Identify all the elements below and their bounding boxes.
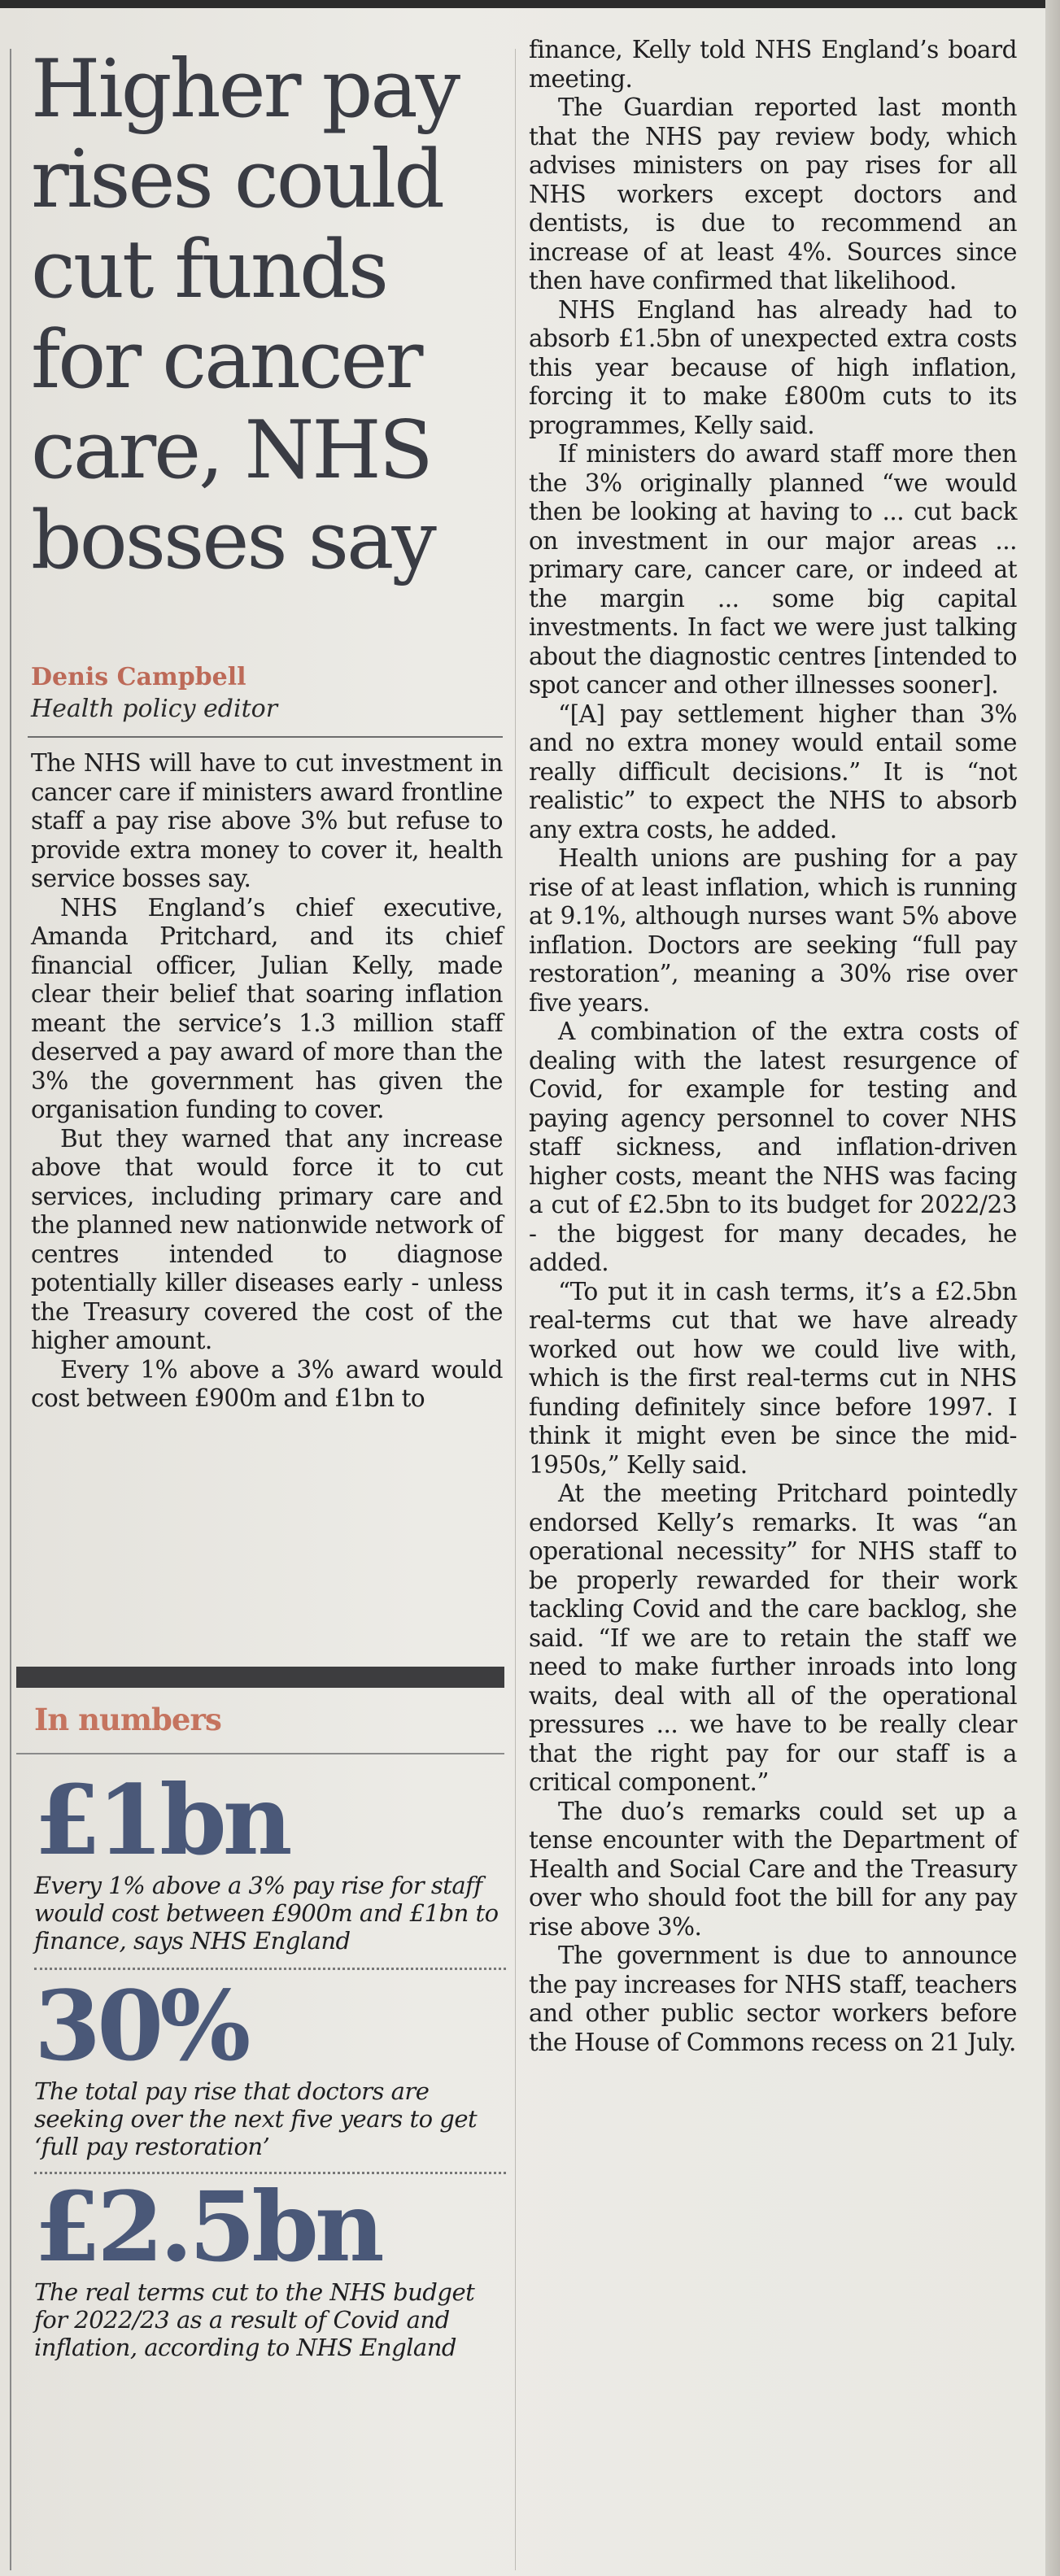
paragraph: NHS England has already had to absorb £1.5bn of unexpected extra costs this year because of high inflation, forcing it to make £800m cuts to its programmes, Kelly said. bbox=[529, 295, 1017, 439]
stat-item bbox=[16, 1969, 504, 2160]
stat-value: £1bn bbox=[34, 1763, 289, 1876]
stat-description: The total pay rise that doctors are seeking over the next five years to get ‘full pay restoration’ bbox=[34, 2077, 478, 2160]
paragraph: The NHS will have to cut investment in cancer care if ministers award frontline staff a pay rise above 3% but refuse to provide extra money to cover it, health service bosses say. bbox=[31, 749, 503, 892]
stat-description: The real terms cut to the NHS budget for 2022/23 as a result of Covid and inflation, according to NHS England bbox=[34, 2278, 475, 2361]
stat-item bbox=[16, 1763, 504, 1955]
left-column bbox=[31, 45, 503, 1414]
headline: Higher pay rises could cut funds for cancer care, NHS bosses say bbox=[31, 43, 459, 587]
stat-value: £2.5bn bbox=[34, 2170, 381, 2283]
page-right-edge bbox=[1045, 0, 1060, 2576]
paragraph: finance, Kelly told NHS England’s board meeting. bbox=[529, 36, 1017, 93]
in-numbers-rule bbox=[16, 1753, 504, 1754]
paragraph: A combination of the extra costs of dealing with the latest resurgence of Covid, for example for testing and paying agency personnel to cover NHS staff sickness, and inflation-driven higher costs, meant the NHS was facing a cut of £2.5bn to its budget for 2022/23 - the biggest for many decades, he added. bbox=[529, 1018, 1017, 1276]
right-column bbox=[529, 36, 1017, 2057]
stat-item bbox=[16, 2170, 504, 2361]
paragraph: “To put it in cash terms, it’s a £2.5bn real-terms cut that we have already worked out how we could live with, which is the first real-terms cut in NHS funding definitely since before 1997. I think it might even be since the mid-1950s,” Kelly said. bbox=[529, 1277, 1017, 1479]
page-top-edge bbox=[0, 0, 1060, 8]
byline-author: Denis Campbell bbox=[31, 663, 246, 691]
in-numbers-panel bbox=[16, 1667, 504, 2361]
paragraph: Every 1% above a 3% award would cost between £900m and £1bn to bbox=[31, 1355, 503, 1412]
byline bbox=[31, 661, 503, 738]
paragraph: The duo’s remarks could set up a tense encounter with the Department of Health and Social Care and the Treasury over who should foot the bill for any pay rise above 3%. bbox=[529, 1797, 1017, 1941]
column-divider bbox=[515, 49, 516, 2570]
paragraph: If ministers do award staff more then the 3% originally planned “we would then be looking at having to ... cut back on investment in our major areas ... primary care, cancer care, or indeed at the margin ... some big capital investments. In fact we were just talking about the diagnostic centres [intended to spot cancer and other illnesses sooner]. bbox=[529, 440, 1017, 699]
paragraph: The government is due to announce the pay increases for NHS staff, teachers and other public sector workers before the House of Commons recess on 21 July. bbox=[529, 1942, 1017, 2056]
article-body-left bbox=[31, 749, 503, 1414]
stat-value: 30% bbox=[34, 1969, 247, 2082]
stat-description: Every 1% above a 3% pay rise for staff would cost between £900m and £1bn to finance, says NHS England bbox=[34, 1872, 499, 1955]
paragraph: At the meeting Pritchard pointedly endorsed Kelly’s remarks. It was “an operational necessity” for NHS staff to be properly rewarded for their work tackling Covid and the care backlog, she said. “If we are to retain the staff we need to make further inroads into long waits, deal with all of the operational pressures ... we have to be really clear that the right pay for our staff is a critical component.” bbox=[529, 1480, 1017, 1796]
paragraph: “[A] pay settlement higher than 3% and no extra money would entail some really difficult decisions.” It is “not realistic” to expect the NHS to absorb any extra costs, he added. bbox=[529, 700, 1017, 843]
in-numbers-heading: In numbers bbox=[34, 1702, 221, 1737]
paragraph: NHS England’s chief executive, Amanda Pritchard, and its chief financial officer, Julian Kelly, made clear their belief that soaring inflation meant the service’s 1.3 million staff deserved a pay award of more than the 3% the government has given the organisation funding to cover. bbox=[31, 893, 503, 1123]
article-body-right bbox=[529, 36, 1017, 2057]
paragraph: But they warned that any increase above that would force it to cut services, including primary care and the planned new nationwide network of centres intended to diagnose potentially killer diseases early - unless the Treasury covered the cost of the higher amount. bbox=[31, 1124, 503, 1354]
byline-divider bbox=[28, 736, 503, 738]
in-numbers-bar bbox=[16, 1667, 504, 1688]
paragraph: Health unions are pushing for a pay rise of at least inflation, which is running at 9.1%, although nurses want 5% above inflation. Doctors are seeking “full pay restoration”, meaning a 30% rise over five years. bbox=[529, 844, 1017, 1017]
byline-role: Health policy editor bbox=[31, 695, 278, 723]
paragraph: The Guardian reported last month that the NHS pay review body, which advises ministers on pay rises for all NHS workers except doctors and dentists, is due to recommend an increase of at least 4%. Sources since then have confirmed that likelihood. bbox=[529, 94, 1017, 294]
left-column-rule bbox=[10, 49, 11, 2570]
